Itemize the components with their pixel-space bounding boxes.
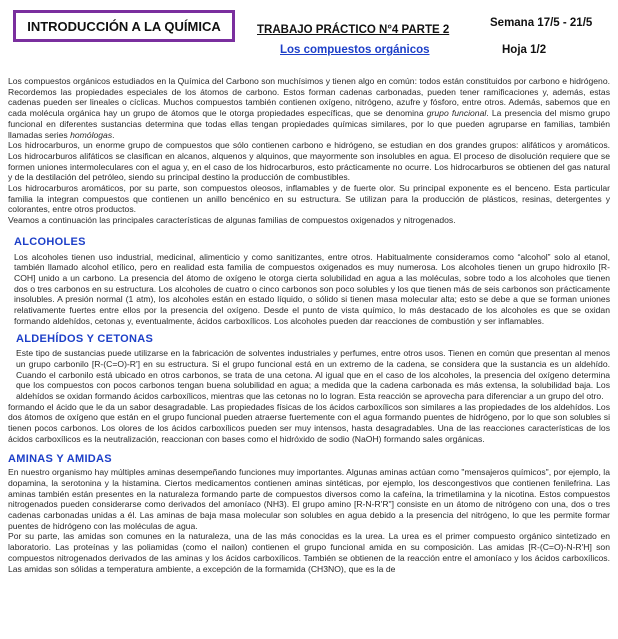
intro-paragraph-2: Los hidrocarburos, un enorme grupo de compuestos que sólo contienen carbono e hidrógeno, se estudian en dos grandes grupos: alifáticos y aromáticos. Los hidrocarburos alifáticos se clasifican en alcanos, alquenos y alquinos, que mayormente son insolubles en agua. El proceso de disolución requiere que se formen uniones intermoleculares con el agua y, en el caso de los hidrocarburos, esto prácticamente no ocurre. Los hidrocarburos se obtienen del gas natural y de la destilación del petróleo, siendo su principal destino la producción de combustibles.	[8, 140, 610, 183]
document-body	[8, 76, 610, 574]
section-heading-aminas: AMINAS Y AMIDAS	[8, 452, 112, 465]
section-text-acidos: formando el ácido que le da un sabor desagradable. Las propiedades físicas de los ácidos carboxílicos son similares a las propiedades de los aldehídos. Los dos átomos de oxígeno que están en el grupo funcional pueden atraerse fuertemente con el agua formando puentes de hidrógeno, por lo que son solubles si tienen pocos carbonos. Los olores de los ácidos carboxílicos pueden ser muy intensos, hasta desagradables. Una de las reacciones características de los ácidos carboxílicos es la neutralización, reaccionan con bases como el hidróxido de sodio (NaOH) formando sales orgánicas.	[8, 401, 610, 444]
intro-paragraph-3: Los hidrocarburos aromáticos, por su parte, son compuestos oleosos, inflamables y de fuerte olor. Su principal exponente es el benceno. Esta particular familia la integran compuestos que contienen un anillo bencénico en su estructura. Se utilizan para la producción de plásticos, resinas, detergentes y colorantes, entre otros productos.	[8, 183, 610, 215]
course-title: INTRODUCCIÓN A LA QUÍMICA	[27, 18, 221, 34]
week-range: Semana 17/5 - 21/5	[490, 17, 593, 29]
sheet-number: Hoja 1/2	[502, 44, 547, 56]
practice-title: TRABAJO PRÁCTICO N°4 PARTE 2	[257, 24, 450, 36]
section-heading-alcoholes: ALCOHOLES	[14, 235, 86, 248]
term-homologas: homólogas	[70, 129, 113, 140]
section-text-aminas: En nuestro organismo hay múltiples aminas desempeñando funciones muy importantes. Algunas aminas actúan como "mensajeros químicos", por ejemplo, la dopamina, la serotonina y la histamina. Ciertos medicamentos contienen aminas sintéticas, por ejemplo, los descongestivos que contienen fenilefrina. Las aminas también están presentes en la naturaleza formando parte de compuestos diversos como la cafeína, la trimetilamina y la nicotina. Estos compuestos nitrogenados pueden considerarse como derivados del amoníaco (NH3). El grupo amino [R-N-R'R"] consiste en un átomo de nitrógeno con una, dos o tres cadenas carbonadas unidas a él. Las aminas de baja masa molecular son solubles en agua debido a la presencia del nitrógeno, lo que les permite formar puentes de hidrógeno con las moléculas de agua.	[8, 467, 610, 531]
section-text-amidas: Por su parte, las amidas son comunes en la naturaleza, una de las más conocidas es la urea. La urea es el primer compuesto orgánico sintetizado en laboratorio. Las proteínas y las poliamidas (como el nailon) contienen el grupo funcional amida en su composición. Las amidas [R-(C=O)-N-R'H] son compuestos nitrogenados derivados de las aminas y los ácidos carboxílicos. También se obtienen de la reacción entre el amoníaco y los ácidos carboxílicos. Las amidas son sólidas a temperatura ambiente, a excepción de la formamida (CH3NO), que es la de	[8, 531, 610, 574]
practice-subtitle-link[interactable]: Los compuestos orgánicos	[280, 44, 430, 56]
course-title-box	[13, 10, 235, 42]
term-grupo-funcional: grupo funcional	[426, 108, 487, 119]
section-text-aldehidos: Este tipo de sustancias puede utilizarse en la fabricación de solventes industriales y perfumes, entre otros usos. Tienen en común que presentan al menos un grupo carbonilo [R-(C=O)-R'] en su estructura. Si el grupo funcional está en un extremo de la cadena, se considera que la sustancia es un aldehído. Cuando el carbonilo está ubicado en otros carbonos, se trata de una cetona. Al igual que en el caso de los alcoholes, la presencia del oxígeno determina que los compuestos con pocos carbonos tengan buena solubilidad en agua; a medida que la cadena carbonada es más extensa, la solubilidad baja. Los aldehídos se oxidan formando ácidos carboxílicos, mientras que las cetonas no lo logran. Esta reacción se aprovecha para diferenciar a un grupo del otro.	[16, 348, 610, 401]
section-text-alcoholes: Los alcoholes tienen uso industrial, medicinal, alimenticio y como sanitizantes, entre otros. Habitualmente consideramos como “alcohol” solo al etanol, también llamado alcohol etílico, pero en realidad esta familia de compuestos oxigenados es muy numerosa. Los alcoholes tienen un grupo hidroxilo [R-COH] unido a un carbono. La presencia del átomo de oxígeno le otorga cierta solubilidad en agua a las moléculas, sobre todo a los alcoholes que tienen dos o tres carbonos en su estructura. Los alcoholes de cuatro o cinco carbonos son poco solubles y los que tienen más de seis carbonos son prácticamente insolubles. A presión normal (1 atm), los alcoholes están en estado líquido, o sólido si tienen masa molecular alta; esto se debe a que se forman uniones relativamente fuertes entre ellos por la presencia del oxígeno. Desde el punto de vista químico, lo más destacado de los alcoholes es que se oxidan formando aldehídos, cetonas y, eventualmente, ácidos carboxílicos. Los alcoholes pueden dar reacciones de combustión y ser inflamables.	[14, 251, 610, 326]
intro-paragraph-1: Los compuestos orgánicos estudiados en la Química del Carbono son muchísimos y tienen algo en común: todos están constituidos por carbono e hidrógeno. Recordemos las propiedades especiales de los átomos de carbono. Estos forman cadenas carbonadas, pueden tener ramificaciones y, además, estas cadenas pueden ser lineales o cíclicas. Muchos compuestos también contienen oxígeno, nitrógeno, azufre y fósforo, entre otros. Además, sabemos que en cada molécula orgánica hay un grupo de átomos que le otorga propiedades específicas, que se denomina grupo funcional. La presencia del mismo grupo funcional en diferentes sustancias determina que todas ellas tengan propiedades químicas similares, por lo que pueden agruparse en familias, también llamadas series homólogas.	[8, 76, 610, 140]
section-heading-aldehidos: ALDEHÍDOS Y CETONAS	[16, 333, 154, 346]
intro-paragraph-4: Veamos a continuación las principales características de algunas familias de compuestos oxigenados y nitrogenados.	[8, 215, 456, 226]
